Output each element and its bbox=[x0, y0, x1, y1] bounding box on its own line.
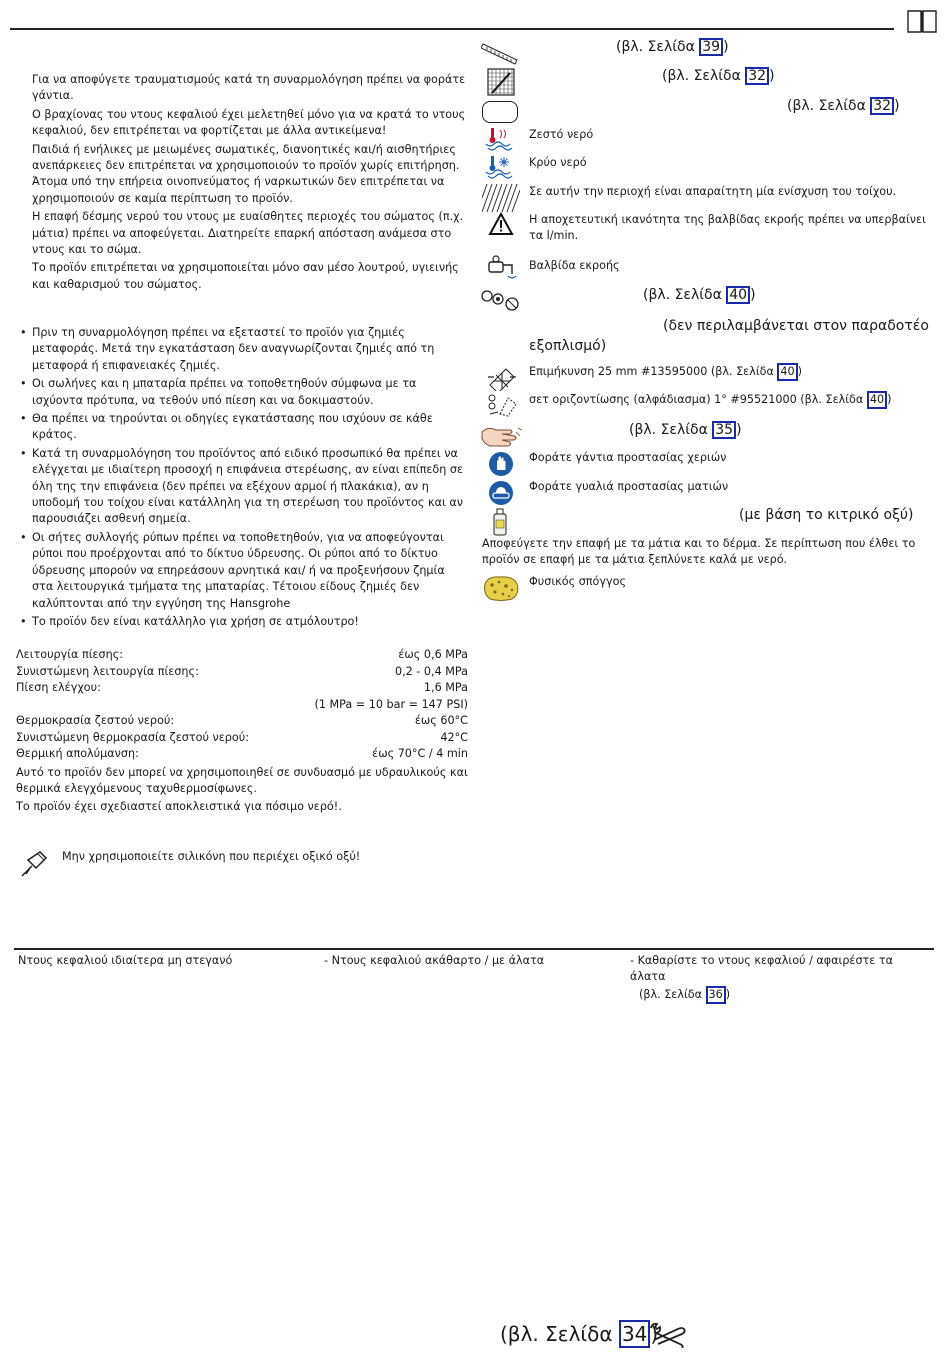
page-link[interactable]: 40 bbox=[726, 286, 750, 304]
extension-text: Επιμήκυνση 25 mm #13595000 (βλ. Σελίδα bbox=[529, 365, 778, 378]
spec-label: Θερμική απολύμανση: bbox=[16, 747, 139, 760]
ref-suffix: ) bbox=[894, 98, 900, 114]
spec-note: Αυτό το προϊόν δεν μπορεί να χρησιμοποιηθεί σε συνδυασμό με υδραυλικούς και θερμικά ελεγχόμενους ταχυθερμοσίφωνες. bbox=[16, 765, 468, 795]
spec-label: Συνιστώμενη λειτουργία πίεσης: bbox=[16, 664, 199, 678]
cold-water-icon bbox=[484, 154, 514, 180]
spec-row bbox=[16, 697, 468, 714]
instruction-item: • Το προϊόν δεν είναι κατάλληλο για χρήση σε ατμόλουτρο! bbox=[20, 614, 468, 630]
spec-label: Πίεση ελέγχου: bbox=[16, 681, 101, 694]
spec-row bbox=[16, 680, 468, 697]
ref-suffix: ) bbox=[797, 365, 803, 378]
citric-label: (με βάση το κιτρικό οξύ) bbox=[739, 507, 914, 523]
ref-suffix: ) bbox=[725, 987, 731, 1001]
silicone-gun-icon bbox=[18, 848, 50, 880]
wall-hatch-icon bbox=[482, 184, 520, 212]
spec-label: Θερμοκρασία ζεστού νερού: bbox=[16, 714, 175, 727]
drain-capacity-label: Η αποχετευτική ικανότητα της βαλβίδας εκροής πρέπει να υπερβαίνει τα l/min. bbox=[529, 213, 926, 243]
spec-row bbox=[16, 647, 468, 664]
ref-suffix: ) bbox=[736, 422, 742, 438]
parts-ref bbox=[643, 286, 756, 304]
spec-note: Το προϊόν έχει σχεδιαστεί αποκλειστικά για πόσιμο νερό!. bbox=[16, 800, 342, 814]
trouble-cause: - Ντους κεφαλιού ακάθαρτο / με άλατα bbox=[324, 954, 545, 967]
gloves-label: Φοράτε γάντια προστασίας χεριών bbox=[529, 451, 727, 464]
warning-icon bbox=[488, 212, 514, 236]
safety-paragraph: Παιδιά ή ενήλικες με μειωμένες σωματικές, διανοητικές και/ή αισθητήριες ανεπάρκειες δεν επιτρέπεται να χρησιμοποιούν το προϊόν χωρίς επιτήρηση. Άτομα υπό την επήρεια οινοπνεύματος ή ναρκωτικών δεν επιτρέπεται να χρησιμοποιούν σε καμία περίπτωση το προϊόν. bbox=[32, 142, 460, 205]
leveling-label bbox=[529, 391, 891, 409]
ref-suffix: ) bbox=[887, 393, 892, 406]
trouble-remedy bbox=[630, 953, 930, 1004]
ref-prefix: (βλ. Σελίδα bbox=[500, 1322, 619, 1346]
ruler-ref bbox=[616, 38, 729, 56]
ref-prefix: (βλ. Σελίδα bbox=[787, 98, 871, 114]
page-link[interactable]: 40 bbox=[777, 363, 797, 381]
cleaning-bottle-icon bbox=[492, 508, 508, 536]
rect-ref bbox=[787, 97, 900, 115]
avoid-contact-label: Αποφεύγετε την επαφή με τα μάτια και το δέρμα. Σε περίπτωση που έλθει το προϊόν σε επαφή με τα μάτια ξεπλύνετε καλά με νερό. bbox=[482, 537, 916, 567]
spec-value: 1,6 MPa bbox=[423, 681, 468, 694]
spec-value: έως 70°C / 4 min bbox=[372, 747, 468, 760]
ruler-icon bbox=[481, 40, 519, 68]
leveling-text: σετ οριζοντίωσης (αλφάδιασμα) 1° #95521000 (βλ. Σελίδα bbox=[529, 393, 867, 406]
trouble-problem: Ντους κεφαλιού ιδιαίτερα μη στεγανό bbox=[18, 954, 233, 967]
ref-prefix: (βλ. Σελίδα bbox=[643, 287, 727, 303]
hand-icon bbox=[480, 422, 522, 450]
goggles-label: Φοράτε γυαλιά προστασίας ματιών bbox=[529, 480, 729, 493]
ref-prefix: (βλ. Σελίδα bbox=[639, 987, 706, 1001]
spec-row bbox=[16, 713, 468, 730]
spec-row bbox=[16, 746, 468, 763]
instruction-item: • Οι σήτες συλλογής ρύπων πρέπει να τοποθετηθούν, για να αποφεύγονται ρύποι που προέρχονται από το δίκτυο ύδρευσης. Οι ρύποι από το δίκτυο ύδρευσης μπορούν να επηρεάσουν αρνητικά και/ ή να προξενήσουν ζημία στα λειτουργικά τμήματα της μπαταρίας. Τέτοιου είδους ζημιές δεν καλύπτονται από την εγγύηση της Hansgrohe bbox=[20, 530, 468, 612]
ref-suffix: ) bbox=[750, 287, 756, 303]
instruction-item: • Θα πρέπει να τηρούνται οι οδηγίες εγκατάστασης που ισχύουν σε κάθε κράτος. bbox=[20, 411, 468, 444]
footer-ref bbox=[500, 1319, 658, 1349]
extension-label bbox=[529, 363, 802, 381]
cold-water-label: Κρύο νερό bbox=[529, 156, 587, 169]
ref-suffix: ) bbox=[769, 68, 775, 84]
header-rule bbox=[10, 28, 894, 30]
specs-section bbox=[16, 647, 468, 816]
reinforce-label: Σε αυτήν την περιοχή είναι απαραίτητη μία ενίσχυση του τοίχου. bbox=[529, 185, 897, 198]
safety-paragraph: Ο βραχίονας του ντους κεφαλιού έχει μελετηθεί μόνο για να κρατά το ντους κεφαλιού, δεν επιτρέπεται να φορτίζεται με άλλα αντικείμενα! bbox=[32, 107, 466, 138]
parts-icon bbox=[480, 288, 522, 314]
grid-ref bbox=[662, 67, 775, 85]
hot-water-icon bbox=[484, 126, 514, 152]
ref-prefix: (βλ. Σελίδα bbox=[616, 39, 700, 55]
not-included-label: (δεν περιλαμβάνεται στον παραδοτέο εξοπλισμό) bbox=[529, 318, 929, 354]
spec-label: Συνιστώμενη θερμοκρασία ζεστού νερού: bbox=[16, 730, 249, 744]
instruction-list bbox=[20, 325, 468, 630]
ref-prefix: (βλ. Σελίδα bbox=[629, 422, 713, 438]
grid-icon bbox=[487, 68, 515, 96]
page-link[interactable]: 40 bbox=[867, 391, 887, 409]
gloves-icon bbox=[488, 451, 514, 477]
safety-paragraph: Για να αποφύγετε τραυματισμούς κατά τη συναρμολόγηση πρέπει να φοράτε γάντια. bbox=[32, 73, 466, 103]
page-link[interactable]: 34 bbox=[619, 1320, 650, 1348]
troubleshooting-rule bbox=[14, 948, 934, 950]
trouble-remedy-text: - Καθαρίστε το ντους κεφαλιού / αφαιρέστε τα άλατα bbox=[630, 954, 894, 984]
ref-suffix: ) bbox=[650, 1322, 659, 1346]
leveling-set-icon bbox=[486, 392, 518, 418]
page-link[interactable]: 35 bbox=[712, 421, 736, 439]
safety-paragraph: Η επαφή δέσμης νερού του ντους με ευαίσθητες περιοχές του σώματος (π.χ. μάτια) πρέπει να αποφεύγεται. Διατηρείτε επαρκή απόσταση ανάμεσα στο ντους και το σώμα. bbox=[32, 210, 464, 257]
page-link[interactable]: 39 bbox=[699, 38, 723, 56]
instruction-item: • Οι σωλήνες και η μπαταρία πρέπει να τοποθετηθούν σύμφωνα με τα ισχύοντα πρότυπα, να τεθούν υπό πίεση και να δοκιμαστούν. bbox=[20, 376, 468, 409]
rounded-rect-icon bbox=[482, 101, 518, 123]
instructions-section bbox=[20, 325, 468, 632]
spec-value: 0,2 - 0,4 MPa bbox=[394, 664, 468, 678]
instruction-item: • Πριν τη συναρμολόγηση πρέπει να εξεταστεί το προϊόν για ζημιές μεταφοράς. Μετά την εγκατάσταση δεν αναγνωρίζονται ζημιές από τη μεταφορά ή επιφανειακές ζημιές. bbox=[20, 325, 468, 374]
wrench-icon bbox=[648, 1320, 688, 1348]
spec-value: 42°C bbox=[440, 730, 468, 744]
trouble-remedy-ref bbox=[630, 986, 930, 1004]
safety-section bbox=[32, 72, 468, 293]
sponge-icon bbox=[482, 574, 520, 602]
outlet-valve-label: Βαλβίδα εκροής bbox=[529, 259, 620, 272]
hot-water-label: Ζεστό νερό bbox=[529, 128, 594, 141]
spec-value: έως 0,6 MPa bbox=[398, 648, 468, 661]
safety-paragraph: Το προϊόν επιτρέπεται να χρησιμοποιείται μόνο σαν μέσο λουτρού, υγιεινής και καθαρισμού του σώματος. bbox=[32, 261, 459, 291]
silicone-warning: Μην χρησιμοποιείτε σιλικόνη που περιέχει οξικό οξύ! bbox=[62, 850, 361, 863]
instruction-item: • Κατά τη συναρμολόγηση του προϊόντος από ειδικό προσωπικό θα πρέπει να ελέγχεται με ιδιαίτερη προσοχή η επιφάνεια στερέωσης, αν είναι επίπεδη σε όλη της την επιφάνεια (δεν πρέπει να εξέχουν αρμοί ή πλακάκια), αν η υποδομή του τοίχου είναι κατάλληλη για τη στερέωση του προϊόντος και αν παρουσιάζει ασθενή σημεία. bbox=[20, 446, 468, 528]
spec-row bbox=[16, 730, 468, 747]
spec-row bbox=[16, 664, 468, 681]
extension-icon bbox=[486, 365, 518, 391]
sponge-label: Φυσικός σπόγγος bbox=[529, 575, 627, 588]
goggles-icon bbox=[488, 480, 514, 506]
page-link[interactable]: 36 bbox=[706, 986, 726, 1004]
outlet-valve-icon bbox=[486, 254, 518, 282]
ref-suffix: ) bbox=[723, 39, 729, 55]
hand-ref bbox=[629, 421, 742, 439]
spec-value: έως 60°C bbox=[414, 714, 468, 727]
page-link[interactable]: 32 bbox=[745, 67, 769, 85]
ref-prefix: (βλ. Σελίδα bbox=[662, 68, 746, 84]
open-book-icon bbox=[906, 8, 938, 34]
spec-label: Λειτουργία πίεσης: bbox=[16, 648, 124, 661]
page-link[interactable]: 32 bbox=[870, 97, 894, 115]
spec-value: (1 MPa = 10 bar = 147 PSI) bbox=[314, 697, 468, 711]
